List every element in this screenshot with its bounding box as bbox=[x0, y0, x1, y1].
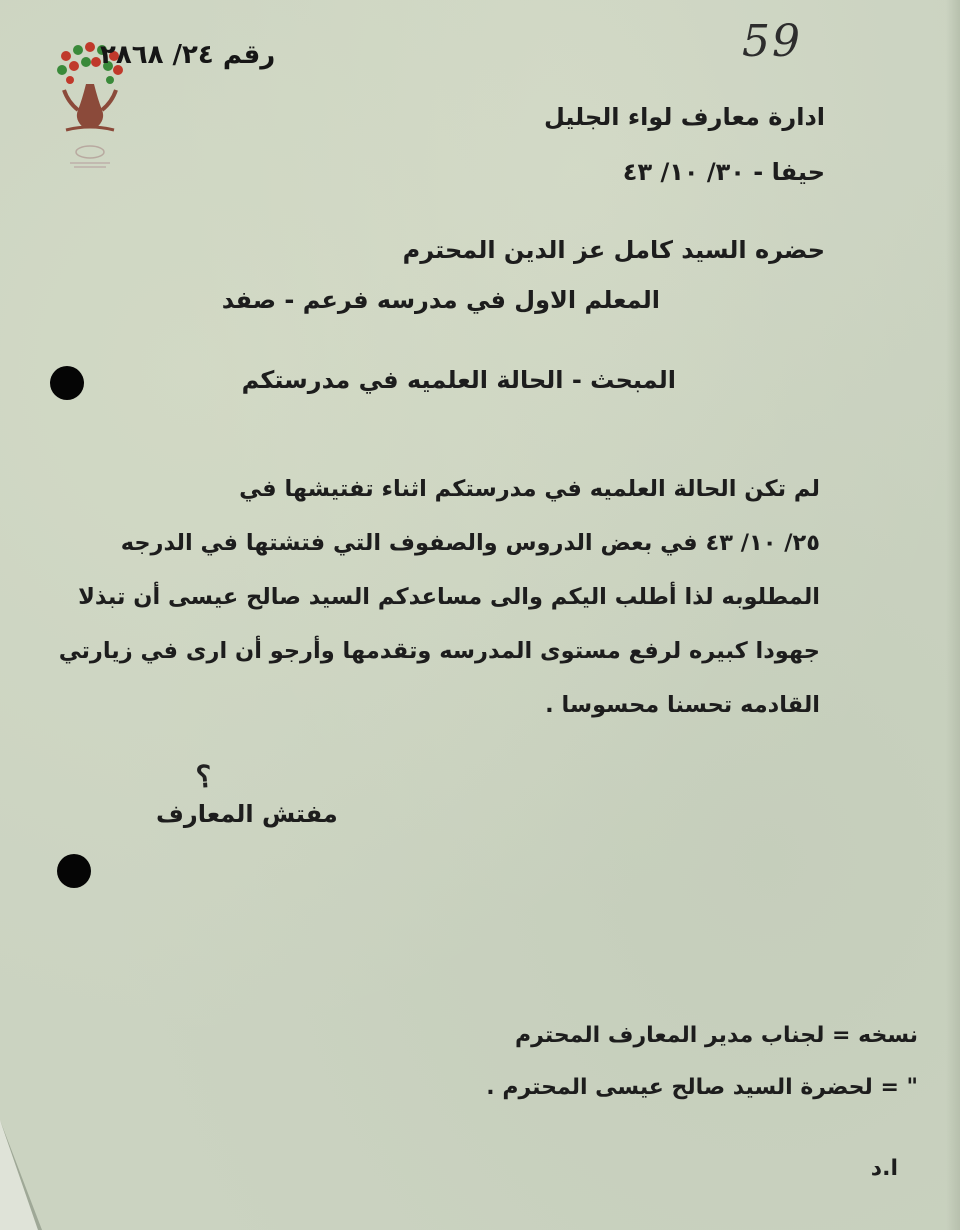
body-line: القادمه تحسنا محسوسا . bbox=[545, 692, 820, 718]
body-line: جهودا كبيره لرفع مستوى المدرسه وتقدمها وأرجو أن ارى في زيارتي bbox=[58, 638, 820, 664]
page-edge-shadow bbox=[946, 0, 960, 1230]
letter-subject: المبحث - الحالة العلميه في مدرستكم bbox=[241, 366, 676, 394]
punch-hole-top bbox=[50, 366, 84, 400]
reference-number: رقم ٢٤/ ٢٨٦٨ bbox=[100, 40, 276, 70]
addressee-role: المعلم الاول في مدرسه فرعم - صفد bbox=[221, 286, 660, 314]
copy-recipient: " = لحضرة السيد صالح عيسى المحترم . bbox=[486, 1075, 918, 1100]
body-line: المطلوبه لذا أطلب اليكم والى مساعدكم السيد صالح عيسى أن تبذلا bbox=[78, 584, 820, 610]
body-line: ٢٥/ ١٠/ ٤٣ في بعض الدروس والصفوف التي فتشتها في الدرجه bbox=[120, 530, 820, 556]
body-line: لم تكن الحالة العلميه في مدرستكم اثناء تفتيشها في bbox=[239, 476, 820, 502]
place-and-date: حيفا - ٣٠/ ١٠/ ٤٣ bbox=[622, 158, 825, 186]
issuing-office: ادارة معارف لواء الجليل bbox=[543, 103, 825, 131]
handwritten-signature: ؟ bbox=[194, 759, 214, 796]
typist-initials: ا.د bbox=[870, 1156, 898, 1181]
copies-distribution bbox=[486, 1010, 918, 1114]
punch-hole-bottom bbox=[57, 854, 91, 888]
page-number: 59 bbox=[742, 16, 802, 67]
letter-body bbox=[58, 462, 820, 732]
copy-recipient: نسخه = لجناب مدير المعارف المحترم bbox=[515, 1023, 918, 1048]
signatory-title: مفتش المعارف bbox=[156, 800, 338, 828]
addressee-name: حضره السيد كامل عز الدين المحترم bbox=[402, 236, 825, 264]
folded-corner bbox=[0, 1120, 60, 1230]
